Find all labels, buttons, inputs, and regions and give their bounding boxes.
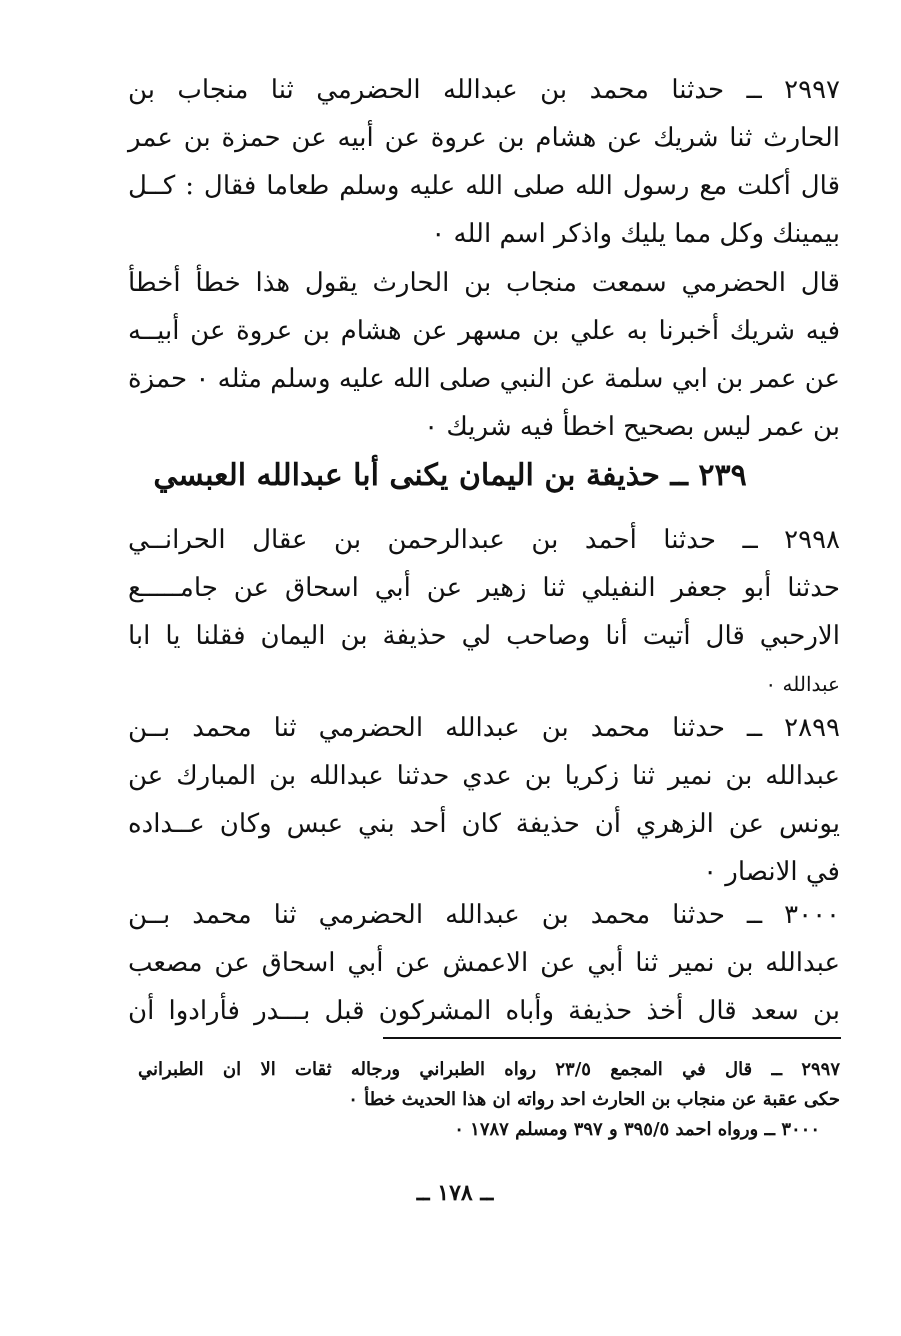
- text-line: الارحبي قال أتيت أنا وصاحب لي حذيفة بن اليمان فقلنا يا ابا: [128, 621, 840, 651]
- hadith-2997: [128, 66, 840, 258]
- text-line: قال الحضرمي سمعت منجاب بن الحارث يقول هذا خطأ أخطأ: [128, 268, 840, 298]
- footnote-divider: [383, 1037, 841, 1039]
- text-line: الحارث ثنا شريك عن هشام بن عروة عن أبيه عن حمزة بن عمر: [128, 123, 840, 153]
- text-line: بن سعد قال أخذ حذيفة وأباه المشركون قبل بـــدر فأرادوا أن: [128, 996, 840, 1026]
- hadith-2999: [128, 704, 840, 896]
- text-line: ٢٩٩٧ ــ حدثنا محمد بن عبدالله الحضرمي ثنا منجاب بن: [128, 75, 840, 105]
- text-line: عن عمر بن ابي سلمة عن النبي صلى الله عليه وسلم مثله ٠ حمزة: [128, 364, 840, 394]
- hadith-3000: [128, 891, 840, 1035]
- text-line: عبدالله ٠: [765, 672, 840, 696]
- text-line: ٢٨٩٩ ــ حدثنا محمد بن عبدالله الحضرمي ثنا محمد بــن: [128, 713, 840, 743]
- footnote-line: ٢٩٩٧ ــ قال في المجمع ٢٣/٥ رواه الطبراني ورجاله ثقات الا ان الطبراني: [138, 1059, 840, 1080]
- text-line: حدثنا أبو جعفر النفيلي ثنا زهير عن أبي اسحاق عن جامـــــع: [128, 573, 840, 603]
- text-line: ٣٠٠٠ ــ حدثنا محمد بن عبدالله الحضرمي ثنا محمد بــن: [128, 900, 840, 930]
- text-line: ٢٩٩٨ ــ حدثنا أحمد بن عبدالرحمن بن عقال الحرانــي: [128, 525, 840, 555]
- text-line: فيه شريك أخبرنا به علي بن مسهر عن هشام بن عروة عن أبيــه: [128, 316, 840, 346]
- text-line: في الانصار ٠: [703, 857, 840, 887]
- section-heading: ٢٣٩ ــ حذيفة بن اليمان يكنى أبا عبدالله العبسي: [153, 458, 747, 493]
- text-line: قال أكلت مع رسول الله صلى الله عليه وسلم طعاما فقال : كــل: [128, 171, 840, 201]
- text-line: بيمينك وكل مما يليك واذكر اسم الله ٠: [431, 219, 840, 249]
- hadith-2998: [128, 516, 840, 708]
- text-line: عبدالله بن نمير ثنا زكريا بن عدي حدثنا عبدالله بن المبارك عن: [128, 761, 840, 791]
- page-number: ــ ١٧٨ ــ: [416, 1180, 494, 1206]
- text-line: يونس عن الزهري أن حذيفة كان أحد بني عبس وكان عــداده: [128, 809, 840, 839]
- footnotes: [138, 1055, 840, 1145]
- footnote-line: حكى عقبة عن منجاب بن الحارث احد رواته ان هذا الحديث خطأ ٠: [348, 1089, 840, 1110]
- footnote-line: ٣٠٠٠ ــ ورواه احمد ٣٩٥/٥ و ٣٩٧ ومسلم ١٧٨٧ ٠: [454, 1119, 820, 1140]
- text-line: عبدالله بن نمير ثنا أبي عن الاعمش عن أبي اسحاق عن مصعب: [128, 948, 840, 978]
- comment-2997: [128, 259, 840, 451]
- text-line: بن عمر ليس بصحيح اخطأ فيه شريك ٠: [424, 412, 840, 442]
